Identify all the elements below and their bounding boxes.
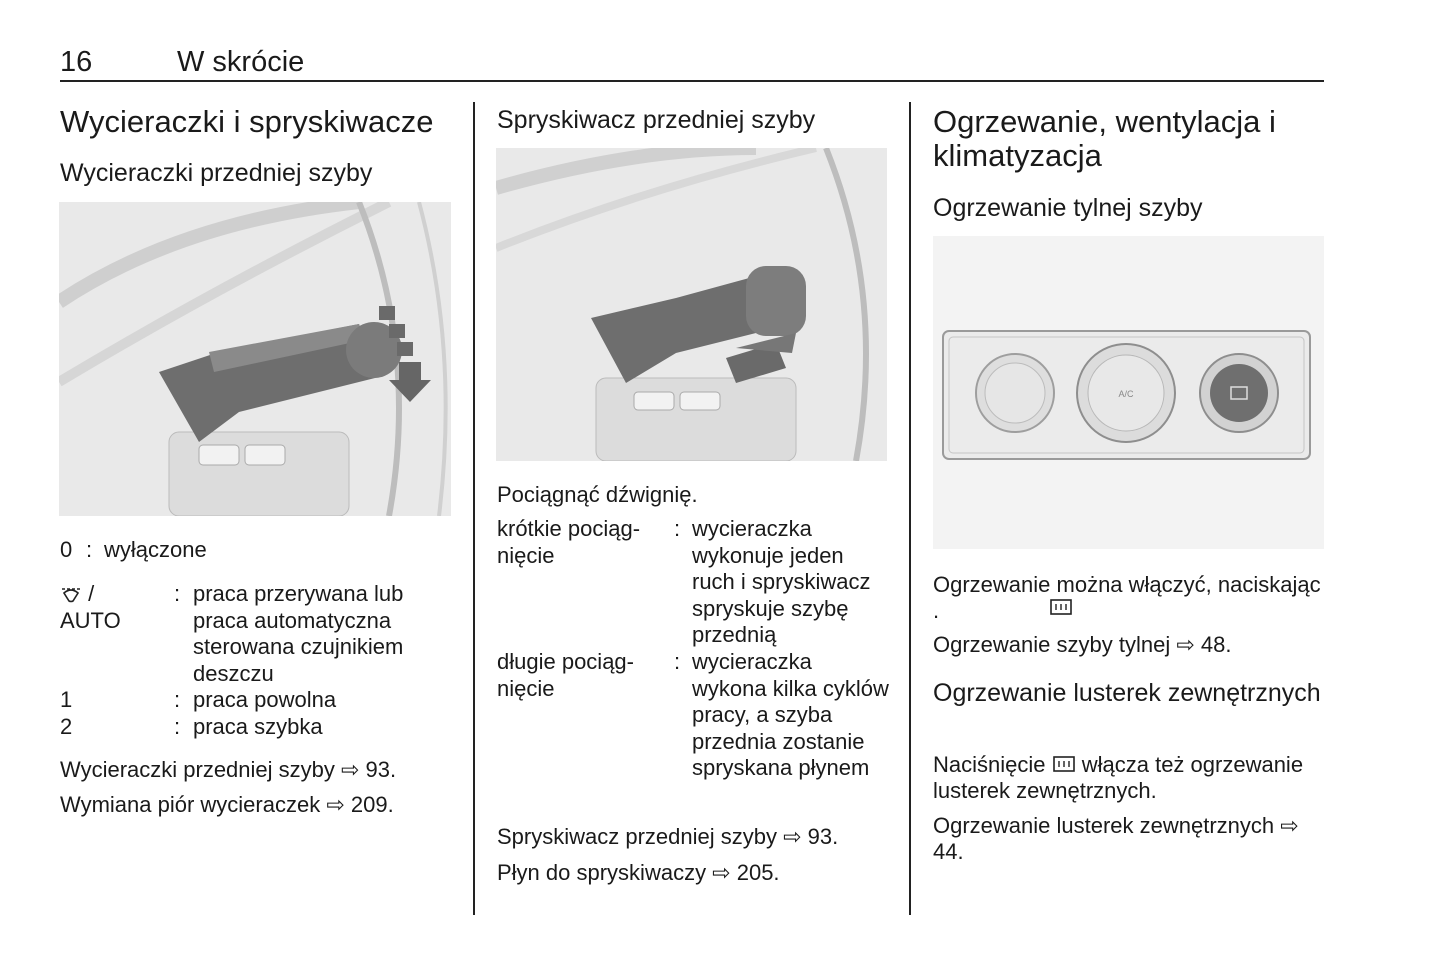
definition-colon: : bbox=[174, 581, 181, 606]
definition-row bbox=[497, 516, 897, 649]
heading-wipers: Wycieraczki i spryskiwacze bbox=[60, 104, 434, 139]
definition-key: krótkie pociąg- nięcie bbox=[497, 516, 641, 568]
wiper-lever-illustration bbox=[59, 202, 451, 516]
definition-row bbox=[60, 687, 460, 714]
definition-row bbox=[60, 581, 460, 687]
definition-row bbox=[60, 714, 460, 741]
climate-panel-illustration bbox=[933, 236, 1324, 549]
definition-value: wyłączone bbox=[104, 537, 207, 562]
definition-key-text: / AUTO bbox=[60, 581, 121, 633]
heading-climate: Ogrzewanie, wentylacja i klimatyzacja bbox=[933, 104, 1276, 173]
definition-colon: : bbox=[674, 516, 681, 541]
mirror-heating-text-a: Naciśnięcie bbox=[933, 752, 1052, 777]
definition-row bbox=[497, 649, 897, 809]
ref-rear-window: Ogrzewanie szyby tylnej ⇨ 48. bbox=[933, 632, 1232, 657]
ref-washer-fluid: Płyn do spryskiwaczy ⇨ 205. bbox=[497, 860, 780, 885]
column-divider-2 bbox=[909, 102, 911, 915]
mirror-heating-text bbox=[933, 752, 1323, 804]
rear-heating-text-content: Ogrzewanie można włączyć, naciskając . bbox=[933, 572, 1321, 623]
washer-actions-list bbox=[497, 516, 897, 809]
definition-colon: : bbox=[674, 649, 681, 674]
definition-value: wycieraczka wykona kilka cyklów pracy, a szyba przednia zostanie spryskana płynem bbox=[692, 649, 889, 780]
rear-heating-text bbox=[933, 572, 1323, 624]
washer-intro: Pociągnąć dźwignię. bbox=[497, 482, 698, 507]
wiper-positions-list bbox=[60, 537, 460, 741]
intermittent-wiper-icon bbox=[60, 583, 82, 603]
ref-wiper-blades: Wymiana piór wycieraczek ⇨ 209. bbox=[60, 792, 394, 817]
definition-colon: : bbox=[174, 687, 181, 712]
definition-key: 0 bbox=[60, 537, 73, 562]
definition-value: praca szybka bbox=[193, 714, 323, 739]
section-title: W skrócie bbox=[177, 46, 305, 78]
heated-rear-window-icon bbox=[1049, 598, 1073, 623]
definition-value: wycieraczka wykonuje jeden ruch i spryskiwacz spryskuje szybę przednią bbox=[692, 516, 871, 647]
subheading-mirrors: Ogrzewanie lusterek zewnętrznych bbox=[933, 679, 1321, 707]
definition-row bbox=[60, 537, 460, 581]
definition-value: praca powolna bbox=[193, 687, 337, 712]
definition-key bbox=[60, 581, 121, 634]
definition-key: długie pociąg- nięcie bbox=[497, 649, 634, 701]
subheading-front-wipers: Wycieraczki przedniej szyby bbox=[60, 159, 373, 187]
definition-value: praca przerywana lub praca automatyczna sterowana czujnikiem deszczu bbox=[193, 581, 404, 686]
header-rule bbox=[60, 80, 1324, 82]
heated-rear-window-icon bbox=[1052, 755, 1076, 775]
subheading-washer: Spryskiwacz przedniej szyby bbox=[497, 106, 816, 134]
mirror-heating-text-b: włącza też ogrzewanie lusterek zewnętrznych. bbox=[933, 752, 1304, 803]
definition-colon: : bbox=[86, 537, 93, 562]
column-divider-1 bbox=[473, 102, 475, 915]
ref-mirrors: Ogrzewanie lusterek zewnętrznych ⇨ 44. bbox=[933, 813, 1299, 864]
subheading-rear-window: Ogrzewanie tylnej szyby bbox=[933, 194, 1203, 222]
page-number: 16 bbox=[60, 46, 93, 78]
definition-key: 2 bbox=[60, 714, 73, 739]
ref-front-wipers: Wycieraczki przedniej szyby ⇨ 93. bbox=[60, 757, 397, 782]
definition-key: 1 bbox=[60, 687, 73, 712]
washer-lever-illustration bbox=[496, 148, 887, 461]
ref-washer: Spryskiwacz przedniej szyby ⇨ 93. bbox=[497, 824, 839, 849]
ac-knob-label: A/C bbox=[1118, 389, 1134, 399]
definition-colon: : bbox=[174, 714, 181, 739]
